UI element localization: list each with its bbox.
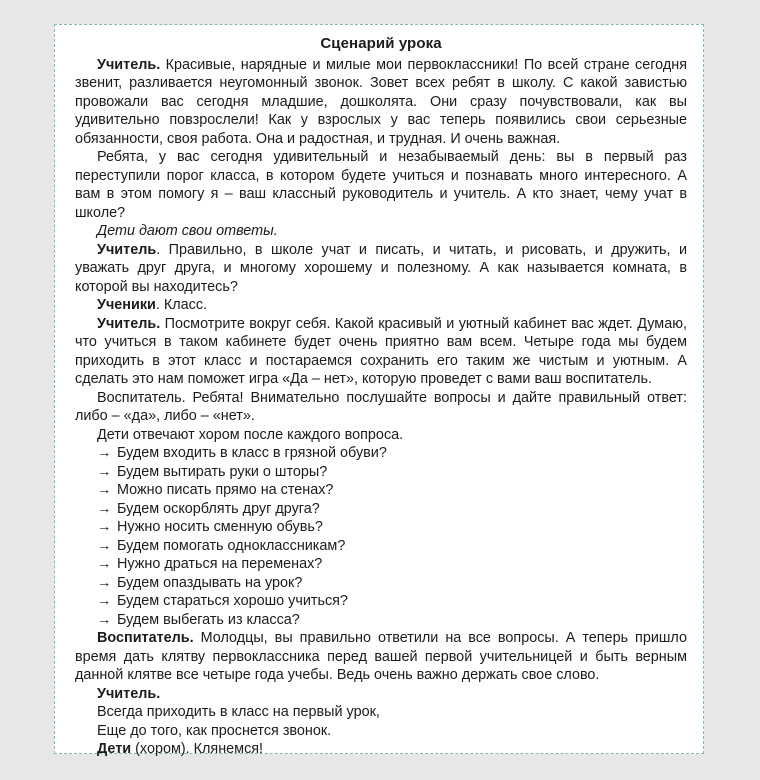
paragraph-text: Молодцы, вы правильно ответили на все вопросы. А теперь пришло время дать клятву первоклассника перед вашей первой учительницей и быть верным данной клятве все четыре года учебы. Ведь очень важно держать свое слово. xyxy=(75,630,687,683)
question-text: Будем выбегать из класса? xyxy=(117,611,300,628)
question-text: Можно писать прямо на стенах? xyxy=(117,482,334,498)
question-text: Нужно носить сменную обувь? xyxy=(117,519,323,535)
speaker-label: Воспитатель. xyxy=(97,630,194,646)
arrow-icon: → xyxy=(97,611,112,628)
paragraph-pupils-answer xyxy=(75,296,687,315)
question-text: Будем вытирать руки о шторы? xyxy=(117,463,328,480)
paragraph-children-instruction: Дети отвечают хором после каждого вопроса. xyxy=(97,426,404,443)
stage-direction: Дети дают свои ответы. xyxy=(97,223,278,239)
question-text: Будем стараться хорошо учиться? xyxy=(117,593,348,609)
question-list xyxy=(75,444,687,629)
page-title: Сценарий урока xyxy=(320,35,442,52)
list-item xyxy=(97,481,687,500)
question-text: Будем помогать одноклассникам? xyxy=(117,537,346,554)
speaker-label: Учитель. xyxy=(97,315,161,332)
paragraph-teacher-intro xyxy=(75,56,687,149)
document-body xyxy=(75,35,687,759)
paragraph-children-oath xyxy=(75,740,687,759)
question-text: Будем опаздывать на урок? xyxy=(117,574,303,591)
list-item xyxy=(97,463,687,482)
arrow-icon: → xyxy=(97,500,112,517)
arrow-icon: → xyxy=(97,593,112,609)
paragraph-teacher-continued: Ребята, у вас сегодня удивительный и незабываемый день: вы в первый раз переступили порог класса, в котором будете учиться и познавать много интересного. А вам в этом помогу я – ваш классный руководитель и учитель. А кто знает, чему учат в школе? xyxy=(75,149,687,221)
speaker-label: Ученики xyxy=(97,297,156,313)
arrow-icon: → xyxy=(97,537,112,554)
arrow-icon: → xyxy=(97,463,112,480)
paragraph-teacher-game xyxy=(75,315,687,389)
paragraph-text: . Класс. xyxy=(155,297,208,313)
arrow-icon: → xyxy=(97,445,112,461)
list-item xyxy=(97,592,687,611)
paragraph-text: (хором). Клянемся! xyxy=(131,741,264,757)
list-item xyxy=(97,555,687,574)
question-text: Нужно драться на переменах? xyxy=(117,556,323,572)
paragraph-teacher-answer xyxy=(75,241,687,297)
list-item xyxy=(97,444,687,463)
speaker-label: Учитель. xyxy=(97,56,161,73)
list-item xyxy=(97,574,687,593)
list-item xyxy=(97,518,687,537)
speaker-label: Учитель xyxy=(97,241,157,258)
paragraph-text: Посмотрите вокруг себя. Какой красивый и уютный кабинет вас ждет. Думаю, что учиться в таком кабинете будет очень приятно вам всем. Четыре года мы будем приходить в этот класс и постараемся сохранить его таким же чистым и уютным. А сделать это нам поможет игра «Да – нет», которую проведет с вами ваш воспитатель. xyxy=(75,315,687,387)
paragraph-text: . Правильно, в школе учат и писать, и читать, и рисовать, и дружить, и уважать друг друга, и многому хорошему и полезному. А как называется комната, в которой вы находитесь? xyxy=(75,241,687,295)
question-text: Будем входить в класс в грязной обуви? xyxy=(117,445,387,461)
oath-line-1: Всегда приходить в класс на первый урок, xyxy=(97,704,380,720)
question-text: Будем оскорблять друг друга? xyxy=(117,500,320,517)
arrow-icon: → xyxy=(97,482,112,498)
paragraph-tutor-intro: Воспитатель. Ребята! Внимательно послушайте вопросы и дайте правильный ответ: либо – «да», либо – «нет». xyxy=(75,389,687,424)
arrow-icon: → xyxy=(97,519,112,535)
paragraph-tutor-oath xyxy=(75,629,687,685)
oath-line-2: Еще до того, как проснется звонок. xyxy=(97,722,332,739)
speaker-label: Дети xyxy=(97,741,132,757)
arrow-icon: → xyxy=(97,556,112,572)
page-frame xyxy=(54,24,704,757)
list-item xyxy=(97,537,687,556)
speaker-teacher-heading: Учитель. xyxy=(97,685,161,702)
list-item xyxy=(97,611,687,630)
list-item xyxy=(97,500,687,519)
arrow-icon: → xyxy=(97,574,112,591)
paragraph-text: Красивые, нарядные и милые мои первоклассники! По всей стране сегодня звенит, разливается неугомонный звонок. Зовет всех ребят в школу. С какой завистью провожали вас сегодня младшие, дошколята. Они сразу почувствовали, как вы удивительно повзрослели! Как у взрослых у вас теперь появились свои серьезные обязанности, своя работа. Она и радостная, и трудная. И очень важная. xyxy=(75,56,687,147)
